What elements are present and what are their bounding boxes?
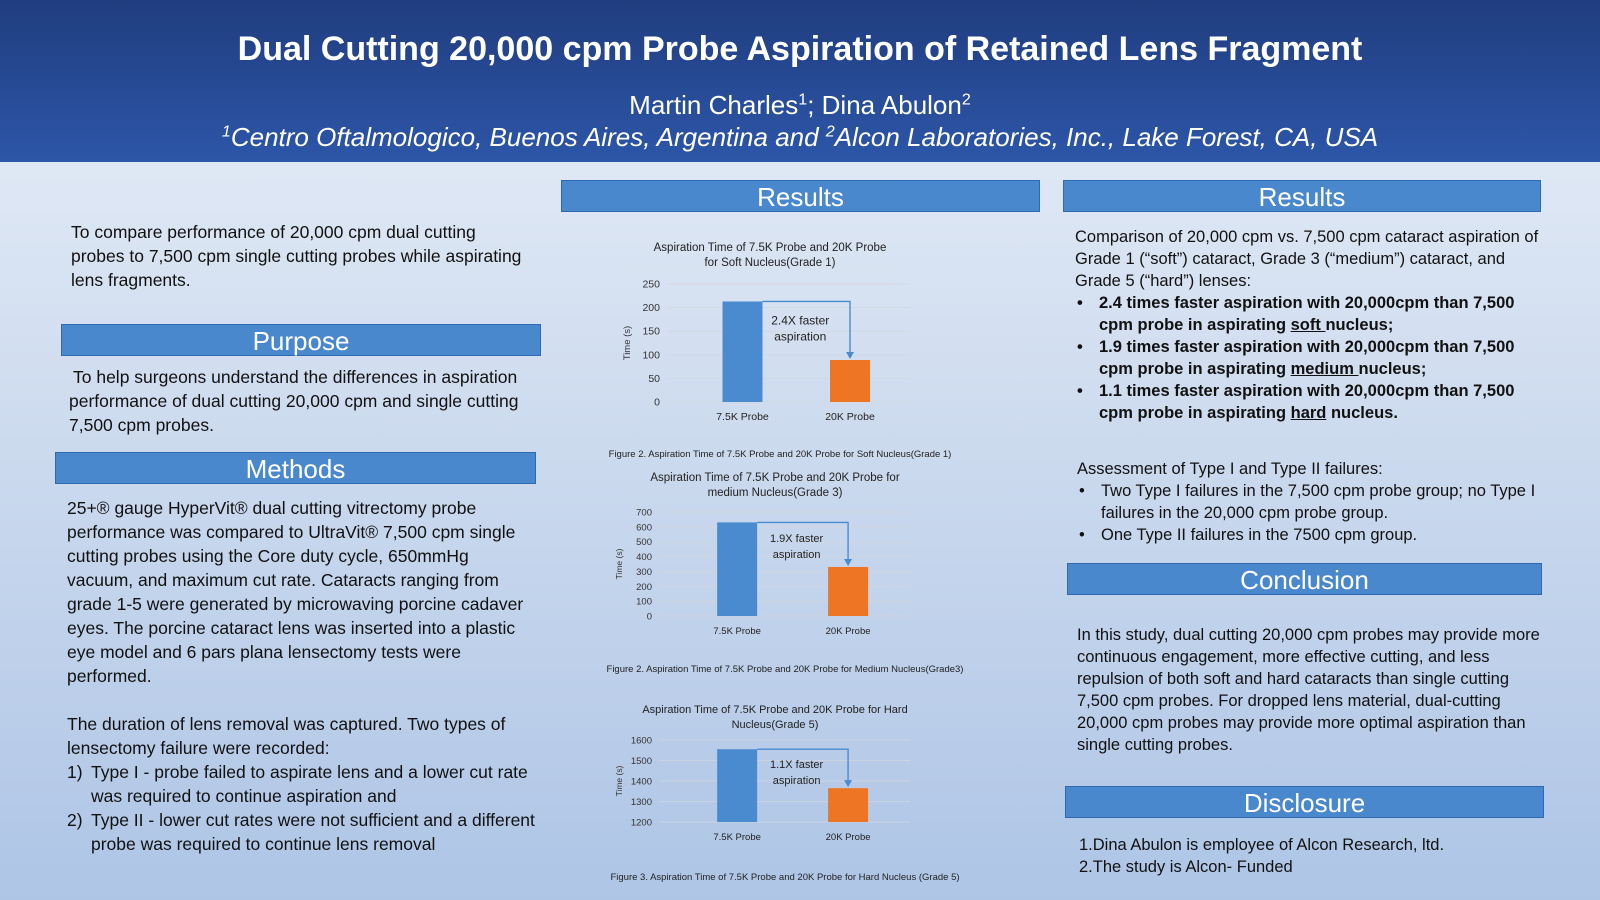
- annotation-arrowhead: [844, 559, 852, 566]
- annotation-text: aspiration: [772, 774, 821, 787]
- y-tick-label: 250: [642, 278, 660, 291]
- finding-emphasis: hard: [1290, 404, 1327, 422]
- chart-medium-nucleus: [610, 468, 960, 650]
- x-tick-label: 7.5K Probe: [713, 626, 761, 637]
- affiliations-line: [0, 122, 1600, 153]
- results-right-body: [1075, 226, 1545, 424]
- y-tick-label: 50: [648, 372, 660, 385]
- annotation-text: aspiration: [772, 549, 821, 562]
- chart-title: Aspiration Time of 7.5K Probe and 20K Probe for Hard: [642, 704, 908, 716]
- assessment-list: [1077, 480, 1547, 546]
- list-item-text: Two Type I failures in the 7,500 cpm probe group; no Type I failures in the 20,000 cpm probe group.: [1101, 482, 1536, 522]
- author-2-sup: 2: [961, 90, 971, 109]
- y-tick-label: 600: [636, 522, 652, 534]
- authors-line: [0, 90, 1600, 121]
- disclosure-item: 2.The study is Alcon- Funded: [1079, 858, 1293, 876]
- bullet-mark: •: [1079, 482, 1085, 500]
- chart-caption-medium: Figure 2. Aspiration Time of 7.5K Probe and 20K Probe for Medium Nucleus(Grade3): [606, 664, 964, 675]
- poster-title: Dual Cutting 20,000 cpm Probe Aspiration of Retained Lens Fragment: [237, 30, 1363, 68]
- chart-svg: [600, 238, 960, 438]
- affil-1-sup: 1: [221, 122, 231, 141]
- list-item-text: One Type II failures in the 7500 cpm group.: [1101, 526, 1418, 544]
- list-item-text: Type II - lower cut rates were not sufficient and a different probe was required to continue lens removal: [91, 810, 535, 854]
- bar: [828, 788, 868, 822]
- list-item: [67, 808, 537, 856]
- conclusion-heading: Conclusion: [1067, 563, 1542, 595]
- x-tick-label: 7.5K Probe: [716, 411, 769, 423]
- y-tick-label: 200: [642, 302, 660, 315]
- methods-body: [67, 496, 537, 856]
- bar: [828, 567, 868, 616]
- finding-text-end: nucleus;: [1358, 360, 1427, 378]
- list-number: 1): [67, 762, 83, 782]
- y-tick-label: 100: [636, 596, 652, 608]
- y-tick-label: 200: [636, 581, 652, 593]
- y-tick-label: 1200: [630, 817, 652, 829]
- author-2: ; Dina Abulon: [807, 90, 962, 120]
- affil-1: Centro Oftalmologico, Buenos Aires, Argentina and: [230, 122, 826, 152]
- y-tick-label: 1500: [630, 756, 652, 767]
- author-1-sup: 1: [798, 90, 808, 109]
- failure-type-list: [67, 760, 537, 856]
- finding-text: 1.9 times faster aspiration with 20,000cpm than 7,500 cpm probe in aspirating: [1099, 338, 1515, 378]
- results-intro: Comparison of 20,000 cpm vs. 7,500 cpm cataract aspiration of Grade 1 (“soft”) cataract, Grade 3 (“medium”) cataract, and Grade 5 (“hard”) lenses:: [1075, 228, 1539, 290]
- y-tick-label: 1400: [630, 776, 652, 788]
- y-axis-label: Time (s): [614, 765, 624, 797]
- finding-emphasis: medium: [1290, 360, 1359, 378]
- y-axis-label: Time (s): [622, 325, 633, 361]
- disclosure-heading: Disclosure: [1065, 786, 1544, 818]
- annotation-text: 1.9X faster: [770, 533, 824, 546]
- bar: [717, 522, 757, 616]
- y-tick-label: 0: [654, 396, 660, 409]
- list-item: [1077, 524, 1547, 546]
- annotation-arrow-line: [763, 301, 851, 354]
- y-tick-label: 100: [642, 349, 660, 362]
- annotation-text: 2.4X faster: [771, 313, 830, 328]
- assessment-block: [1077, 458, 1547, 546]
- list-number: 2): [67, 810, 83, 830]
- author-1: Martin Charles: [629, 90, 799, 120]
- results-heading-center: Results: [561, 180, 1040, 212]
- y-axis-label: Time (s): [614, 548, 624, 580]
- bar: [723, 301, 763, 402]
- bar: [717, 749, 757, 822]
- y-tick-label: 1300: [630, 797, 652, 808]
- chart-soft-nucleus: [600, 238, 960, 438]
- purpose-heading: Purpose: [61, 324, 541, 356]
- finding-text: 2.4 times faster aspiration with 20,000cpm than 7,500 cpm probe in aspirating: [1099, 294, 1515, 334]
- chart-title: Aspiration Time of 7.5K Probe and 20K Probe: [653, 242, 887, 254]
- list-item: [1075, 380, 1545, 424]
- bullet-mark: •: [1079, 526, 1085, 544]
- assessment-title: Assessment of Type I and Type II failures:: [1077, 460, 1383, 478]
- list-item: [1075, 336, 1545, 380]
- y-tick-label: 700: [636, 507, 652, 519]
- chart-hard-nucleus: [610, 700, 960, 858]
- annotation-text: 1.1X faster: [770, 758, 824, 771]
- conclusion-text: In this study, dual cutting 20,000 cpm probes may provide more continuous engagement, more effective cutting, and less repulsion of both soft and hard cataracts than single cutting 7,500 cpm probes. For dropped lens material, dual-cutting 20,000 cpm probes may provide more optimal aspiration than single cutting probes.: [1077, 626, 1540, 754]
- bullet-mark: •: [1077, 382, 1083, 400]
- x-tick-label: 20K Probe: [825, 626, 871, 637]
- chart-svg: [610, 468, 960, 650]
- chart-caption-hard: Figure 3. Aspiration Time of 7.5K Probe and 20K Probe for Hard Nucleus (Grade 5): [610, 872, 960, 883]
- list-item-text: Type I - probe failed to aspirate lens and a lower cut rate was required to continue aspiration and: [91, 762, 528, 806]
- chart-title-line-2: medium Nucleus(Grade 3): [707, 487, 843, 499]
- list-item: [67, 760, 537, 808]
- methods-heading: Methods: [55, 452, 536, 484]
- annotation-arrowhead: [844, 780, 852, 787]
- y-tick-label: 500: [636, 537, 652, 549]
- affil-2: Alcon Laboratories, Inc., Lake Forest, CA, USA: [834, 122, 1379, 152]
- poster-header: [0, 0, 1600, 162]
- methods-para-1: 25+® gauge HyperVit® dual cutting vitrectomy probe performance was compared to UltraVit® 7,500 cpm single cutting probes using the Core duty cycle, 650mmHg vacuum, and maximum cut rate. Cataracts ranging from grade 1-5 were generated by microwaving porcine cadaver eyes. The porcine cataract lens was inserted into a plastic eye model and 6 pars plana lensectomy tests were performed.: [67, 498, 524, 686]
- list-item: [1075, 292, 1545, 336]
- y-tick-label: 150: [642, 325, 660, 338]
- list-item: [1077, 480, 1547, 524]
- intro-text: To compare performance of 20,000 cpm dual cutting probes to 7,500 cpm single cutting probes while aspirating lens fragments.: [71, 222, 522, 290]
- y-tick-label: 0: [646, 611, 652, 623]
- annotation-arrowhead: [846, 352, 854, 359]
- finding-text-end: nucleus;: [1325, 316, 1394, 334]
- x-tick-label: 20K Probe: [825, 832, 871, 843]
- finding-text: 1.1 times faster aspiration with 20,000cpm than 7,500 cpm probe in aspirating: [1099, 382, 1515, 422]
- bullet-mark: •: [1077, 294, 1083, 312]
- finding-emphasis: soft: [1290, 316, 1326, 334]
- x-tick-label: 7.5K Probe: [713, 832, 761, 843]
- x-tick-label: 20K Probe: [825, 411, 875, 423]
- disclosure-item: 1.Dina Abulon is employee of Alcon Research, ltd.: [1079, 836, 1445, 854]
- methods-para-2: The duration of lens removal was captured. Two types of lensectomy failure were recorded:: [67, 714, 506, 758]
- bar: [830, 360, 870, 402]
- y-tick-label: 300: [636, 566, 652, 578]
- chart-title: Aspiration Time of 7.5K Probe and 20K Probe for: [650, 472, 900, 484]
- bullet-mark: •: [1077, 338, 1083, 356]
- y-tick-label: 400: [636, 552, 652, 564]
- annotation-text: aspiration: [774, 329, 827, 344]
- y-tick-label: 1600: [630, 735, 652, 747]
- chart-svg: [610, 700, 960, 858]
- results-findings-list: [1075, 292, 1545, 424]
- affil-2-sup: 2: [825, 122, 835, 141]
- finding-text-end: nucleus.: [1326, 404, 1398, 422]
- chart-caption-soft: Figure 2. Aspiration Time of 7.5K Probe and 20K Probe for Soft Nucleus(Grade 1): [608, 449, 952, 460]
- purpose-text: To help surgeons understand the differences in aspiration performance of dual cutting 20,000 cpm and single cutting 7,500 cpm probes.: [69, 367, 519, 435]
- chart-title-line-2: Nucleus(Grade 5): [731, 719, 819, 731]
- disclosure-body: [1079, 834, 1539, 878]
- results-heading-right: Results: [1063, 180, 1541, 212]
- chart-title-line-2: for Soft Nucleus(Grade 1): [704, 257, 836, 269]
